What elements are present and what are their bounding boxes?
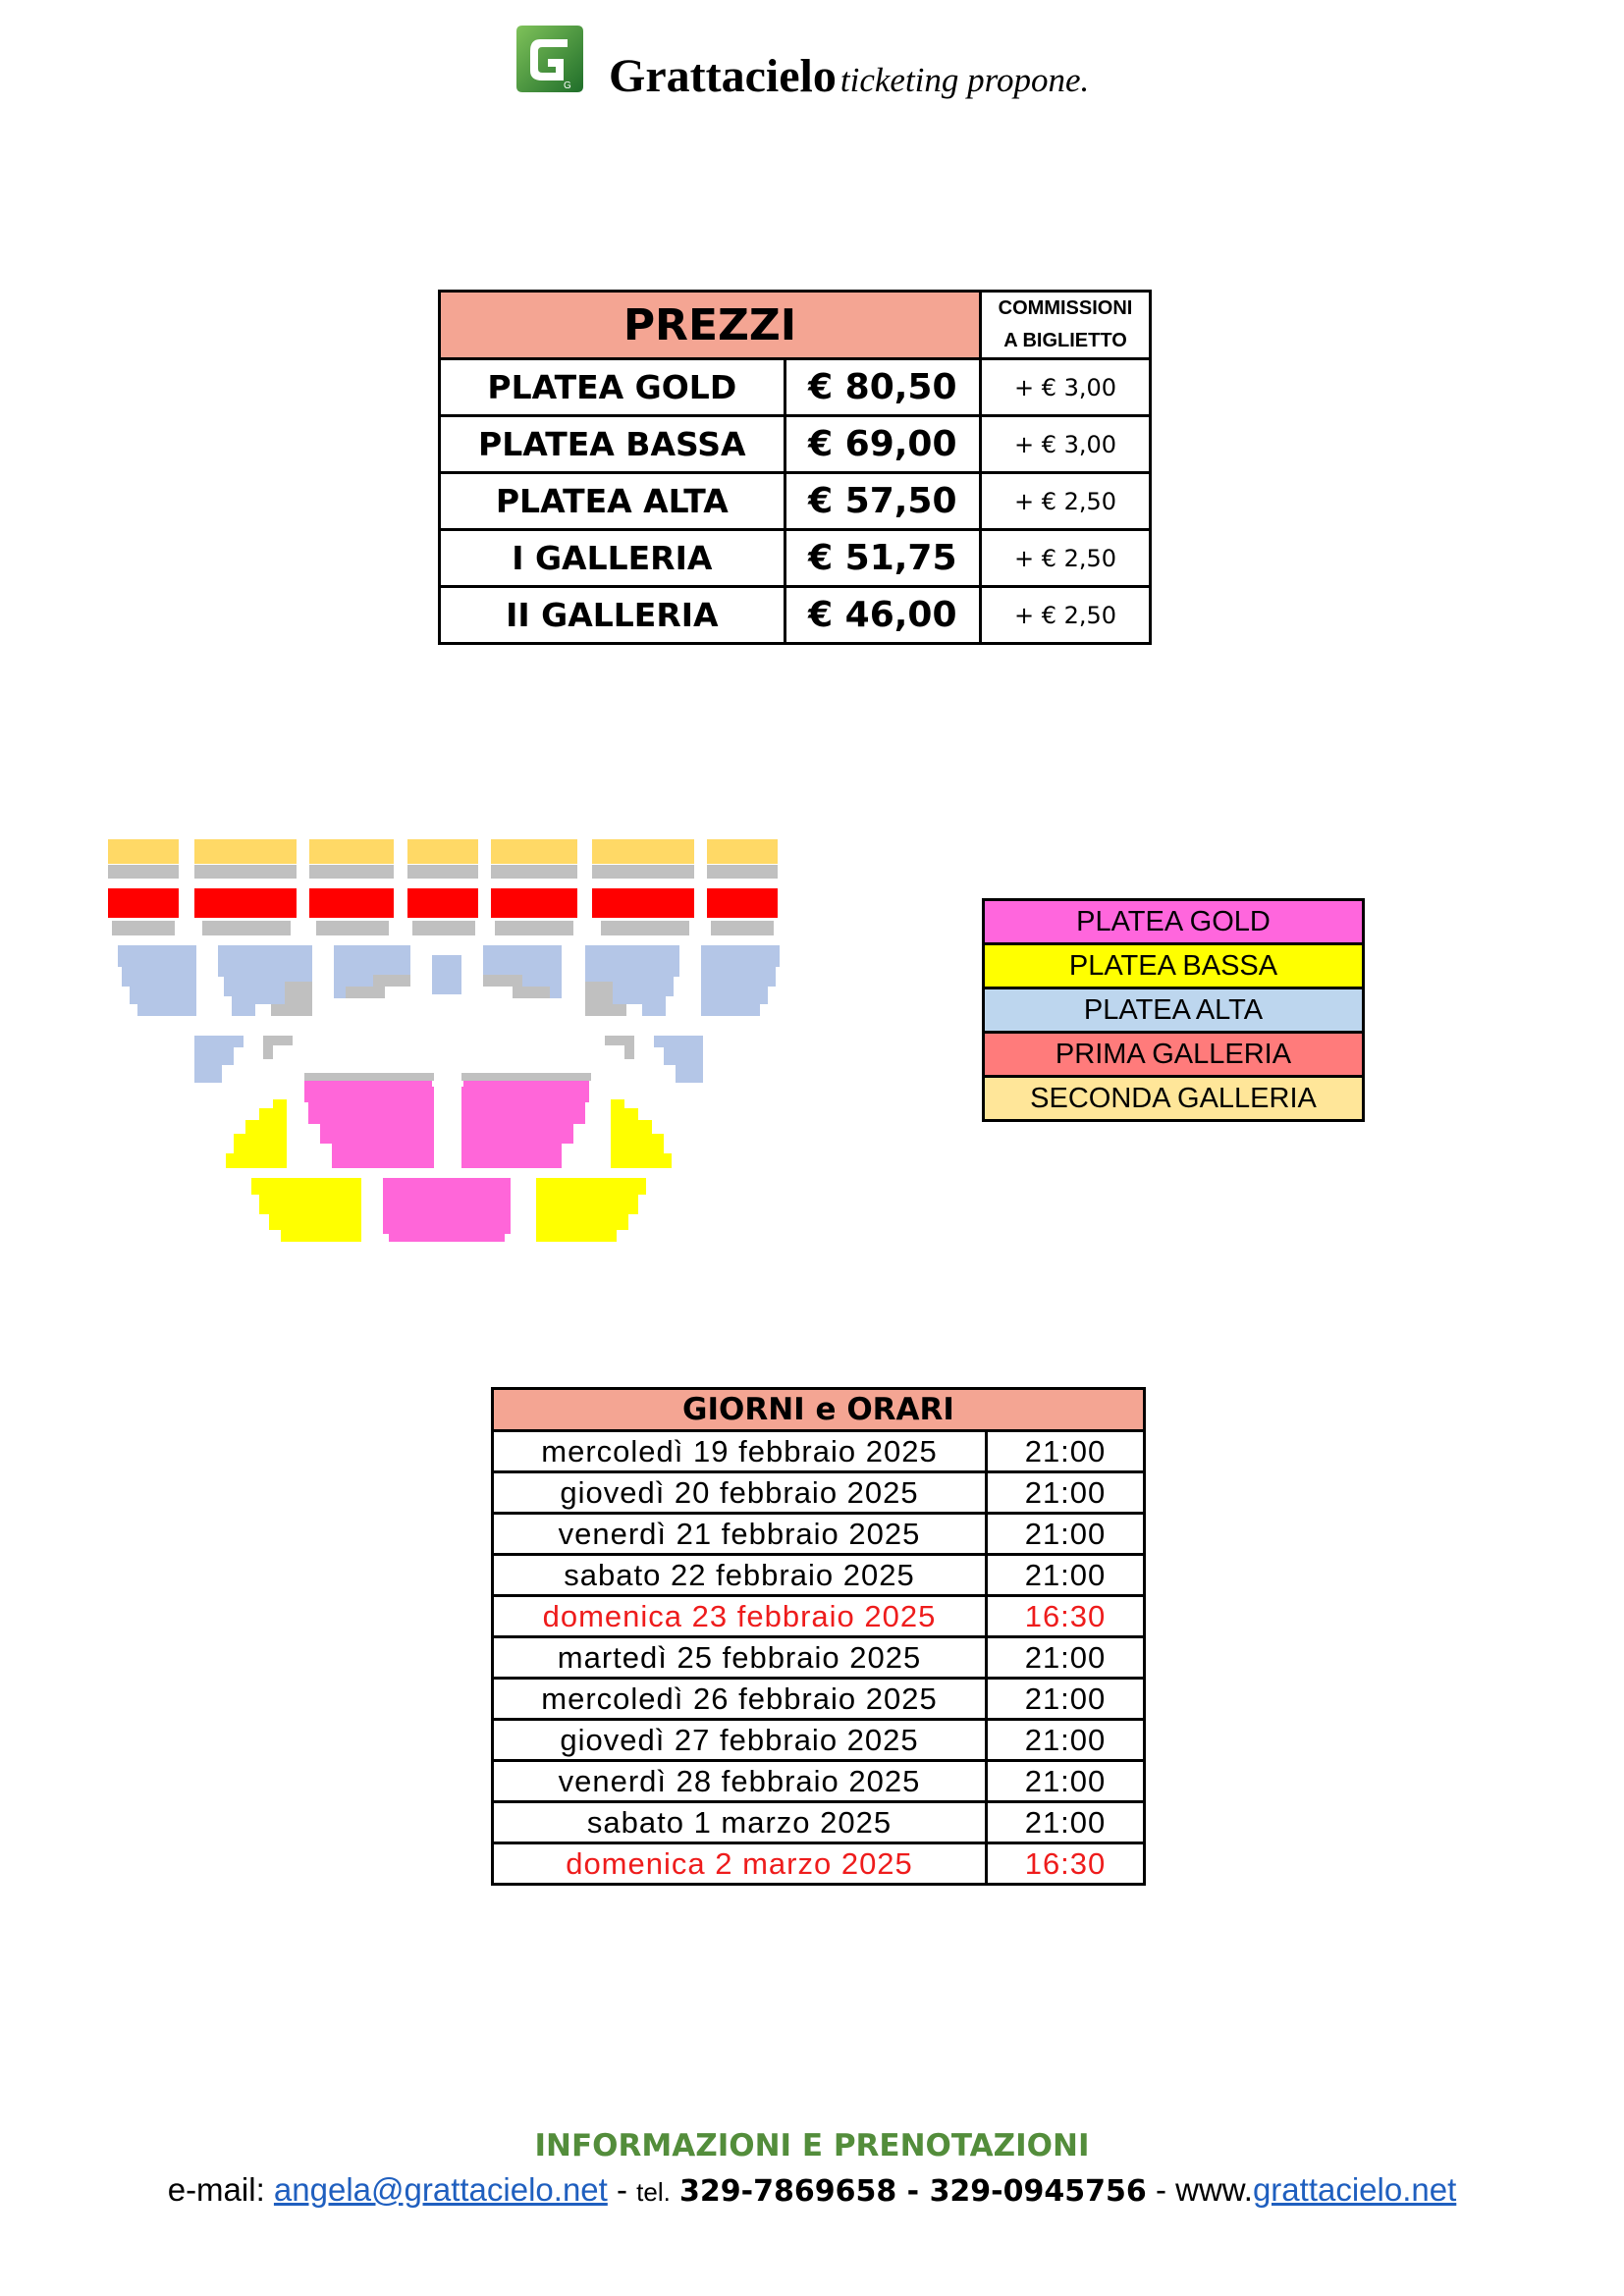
price-category: I GALLERIA [440, 530, 785, 587]
schedule-title: GIORNI e ORARI [493, 1389, 1145, 1431]
legend-row [984, 1077, 1364, 1121]
schedule-row [493, 1596, 1145, 1637]
footer-title: INFORMAZIONI E PRENOTAZIONI [534, 2128, 1090, 2163]
schedule-row [493, 1720, 1145, 1761]
price-value: € 80,50 [785, 359, 980, 416]
seconda-galleria-section [309, 839, 394, 864]
price-value: € 57,50 [785, 473, 980, 530]
prima-galleria-section [194, 888, 297, 918]
svg-text:G: G [564, 80, 571, 91]
schedule-time: 21:00 [987, 1555, 1145, 1596]
seating-map [98, 829, 805, 1252]
schedule-time: 21:00 [987, 1720, 1145, 1761]
schedule-day: giovedì 20 febbraio 2025 [493, 1472, 987, 1514]
price-category: II GALLERIA [440, 587, 785, 644]
schedule-time: 21:00 [987, 1431, 1145, 1472]
prima-galleria-section [707, 888, 778, 918]
prima-galleria-sections [108, 888, 778, 918]
phone-numbers: 329-7869658 - 329-0945756 [679, 2174, 1147, 2209]
prima-galleria-section [309, 888, 394, 918]
schedule-day: giovedì 27 febbraio 2025 [493, 1720, 987, 1761]
schedule-time: 21:00 [987, 1679, 1145, 1720]
platea-alta-section [432, 955, 461, 994]
schedule-day: domenica 2 marzo 2025 [493, 1843, 987, 1885]
schedule-row [493, 1637, 1145, 1679]
price-value: € 51,75 [785, 530, 980, 587]
schedule-day: sabato 1 marzo 2025 [493, 1802, 987, 1843]
seconda-galleria-sections [108, 839, 778, 864]
schedule-day: domenica 23 febbraio 2025 [493, 1596, 987, 1637]
platea-bassa-section [251, 1178, 361, 1242]
price-fee: + € 3,00 [981, 359, 1151, 416]
platea-alta-section [654, 1036, 703, 1083]
schedule-row [493, 1761, 1145, 1802]
platea-alta-sections [118, 945, 780, 1083]
schedule-day: sabato 22 febbraio 2025 [493, 1555, 987, 1596]
schedule-row [493, 1555, 1145, 1596]
schedule-day: martedì 25 febbraio 2025 [493, 1637, 987, 1679]
prices-header-row [440, 292, 1151, 359]
brand-tagline: ticketing propone. [839, 61, 1090, 99]
seconda-galleria-section [707, 839, 778, 864]
platea-gold-section [461, 1080, 589, 1168]
platea-bassa-section [611, 1099, 672, 1168]
separator: - [617, 2171, 637, 2208]
email-label: e-mail: [167, 2171, 265, 2208]
price-category: PLATEA BASSA [440, 416, 785, 473]
schedule-body [493, 1431, 1145, 1885]
unavailable-rows-mid [112, 921, 774, 935]
footer-contacts [0, 2171, 1624, 2209]
header [511, 20, 1198, 108]
schedule-row [493, 1843, 1145, 1885]
seconda-galleria-section [194, 839, 297, 864]
commission-header-line2: A BIGLIETTO [1003, 330, 1127, 351]
email-link[interactable]: angela@grattacielo.net [273, 2171, 608, 2208]
legend-row [984, 944, 1364, 988]
legend-item-platea-gold: PLATEA GOLD [984, 900, 1364, 944]
schedule-time: 21:00 [987, 1802, 1145, 1843]
legend-item-prima-galleria: PRIMA GALLERIA [984, 1033, 1364, 1077]
schedule-time: 21:00 [987, 1514, 1145, 1555]
platea-alta-section [194, 1036, 244, 1083]
price-value: € 69,00 [785, 416, 980, 473]
price-row [440, 416, 1151, 473]
legend-item-platea-bassa: PLATEA BASSA [984, 944, 1364, 988]
seconda-galleria-section [108, 839, 179, 864]
price-row [440, 473, 1151, 530]
price-fee: + € 2,50 [981, 587, 1151, 644]
commission-header [981, 292, 1151, 359]
brand-name: Grattacielo [609, 50, 837, 102]
prima-galleria-section [407, 888, 478, 918]
prima-galleria-section [491, 888, 577, 918]
platea-alta-section [118, 945, 196, 1016]
schedule-row [493, 1431, 1145, 1472]
legend-row [984, 900, 1364, 944]
platea-gold-section [304, 1080, 434, 1168]
platea-bassa-section [226, 1099, 287, 1168]
schedule-row [493, 1679, 1145, 1720]
price-fee: + € 3,00 [981, 416, 1151, 473]
platea-gold-section [383, 1178, 511, 1242]
price-row [440, 359, 1151, 416]
schedule-day: venerdì 21 febbraio 2025 [493, 1514, 987, 1555]
legend-row [984, 988, 1364, 1033]
schedule-row [493, 1472, 1145, 1514]
schedule-day: mercoledì 19 febbraio 2025 [493, 1431, 987, 1472]
price-fee: + € 2,50 [981, 530, 1151, 587]
legend-table [982, 898, 1365, 1122]
schedule-time: 16:30 [987, 1596, 1145, 1637]
brand [609, 49, 1089, 103]
unavailable-rows-top [108, 865, 778, 879]
schedule-time: 21:00 [987, 1472, 1145, 1514]
legend-row [984, 1033, 1364, 1077]
price-row [440, 530, 1151, 587]
grattacielo-logo [514, 22, 585, 96]
prices-title: PREZZI [440, 292, 981, 359]
legend-item-seconda-galleria: SECONDA GALLERIA [984, 1077, 1364, 1121]
schedule-time: 21:00 [987, 1761, 1145, 1802]
price-category: PLATEA ALTA [440, 473, 785, 530]
price-fee: + € 2,50 [981, 473, 1151, 530]
prices-table [438, 290, 1152, 645]
platea-alta-section [701, 945, 780, 1016]
web-prefix: www. [1175, 2171, 1253, 2208]
seconda-galleria-section [491, 839, 577, 864]
schedule-time: 21:00 [987, 1637, 1145, 1679]
separator: - [1155, 2171, 1176, 2208]
schedule-day: venerdì 28 febbraio 2025 [493, 1761, 987, 1802]
price-value: € 46,00 [785, 587, 980, 644]
website-link[interactable]: grattacielo.net [1252, 2171, 1457, 2208]
prima-galleria-section [592, 888, 694, 918]
price-row [440, 587, 1151, 644]
platea-bassa-section [536, 1178, 646, 1242]
schedule-row [493, 1802, 1145, 1843]
seconda-galleria-section [592, 839, 694, 864]
schedule-row [493, 1514, 1145, 1555]
schedule-table [491, 1387, 1146, 1886]
commission-header-line1: COMMISSIONI [998, 297, 1133, 319]
legend-item-platea-alta: PLATEA ALTA [984, 988, 1364, 1033]
seconda-galleria-section [407, 839, 478, 864]
schedule-time: 16:30 [987, 1843, 1145, 1885]
schedule-header-row [493, 1389, 1145, 1431]
schedule-day: mercoledì 26 febbraio 2025 [493, 1679, 987, 1720]
prima-galleria-section [108, 888, 179, 918]
tel-label: tel. [636, 2177, 671, 2207]
price-category: PLATEA GOLD [440, 359, 785, 416]
